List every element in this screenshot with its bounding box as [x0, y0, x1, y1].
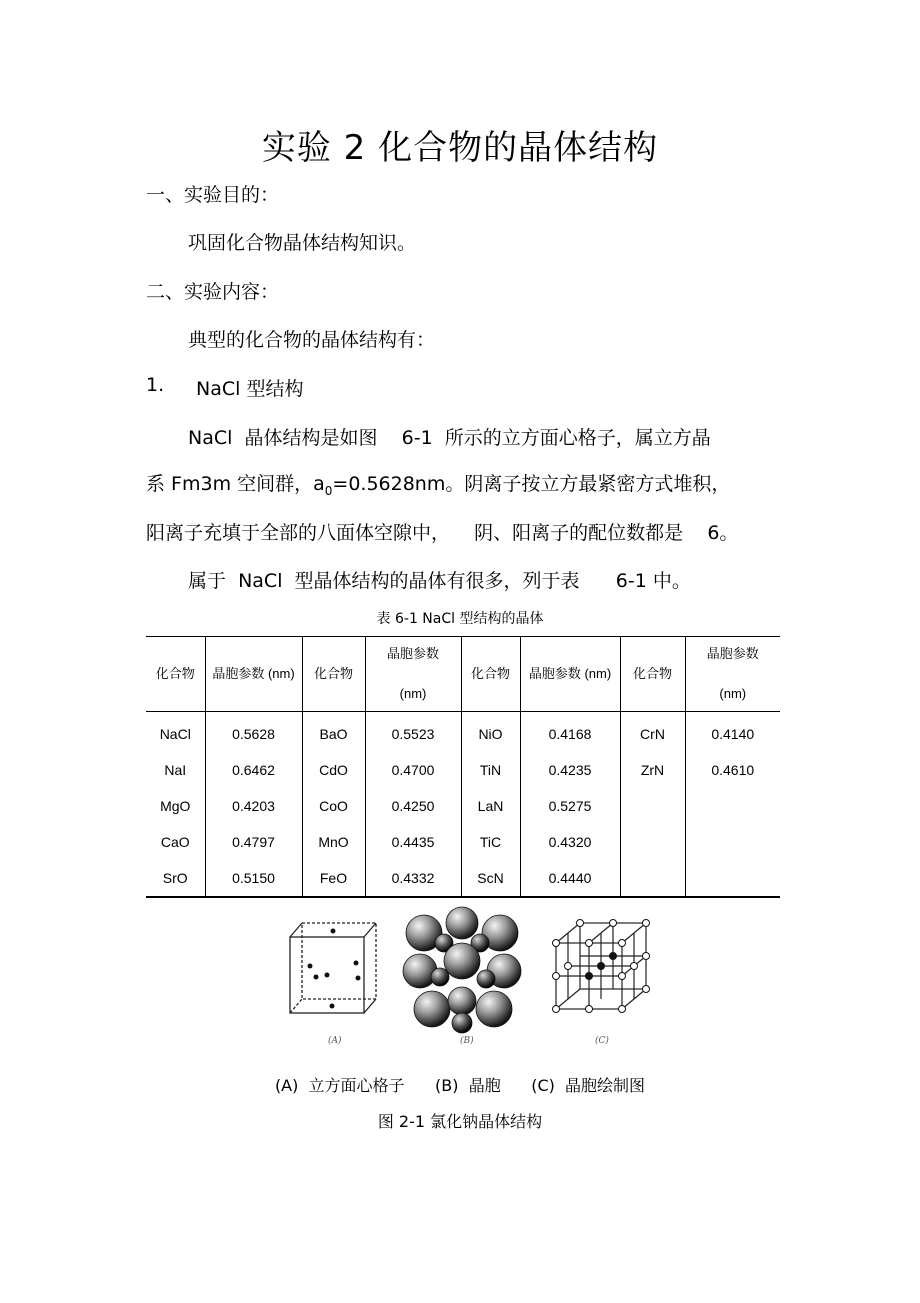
paragraph-line-3: 阳离子充填于全部的八面体空隙中， 阴、阳离子的配位数都是 6。 — [146, 522, 739, 544]
table-row — [146, 712, 780, 753]
item-title: NaCl 型结构 — [196, 378, 304, 400]
table-cell: CaO — [160, 834, 190, 850]
table-cell: 0.4332 — [365, 860, 461, 897]
table-cell: FeO — [302, 860, 365, 897]
table-cell: TiN — [461, 752, 520, 788]
table-cell: 0.4168 — [520, 712, 620, 753]
table-row — [146, 752, 780, 788]
table-cell: CoO — [302, 788, 365, 824]
table-cell: 0.4203 — [205, 788, 302, 824]
table-cell: 0.4235 — [520, 752, 620, 788]
table-cell: 0.4700 — [365, 752, 461, 788]
table-cell: SrO — [146, 860, 205, 897]
table-cell: ZrN — [620, 752, 685, 788]
table-cell — [620, 824, 685, 860]
table-cell — [685, 860, 780, 897]
header-compound: 化合物 — [146, 637, 205, 712]
paragraph-line-4: 属于 NaCl 型晶体结构的晶体有很多，列于表 6-1 中。 — [188, 570, 691, 592]
table-cell: 0.5628 — [205, 712, 302, 753]
figure-caption: 图 2-1 氯化钠晶体结构 — [377, 1112, 543, 1131]
header-cell-param: 晶胞参数 (nm) — [205, 637, 302, 712]
table-cell: NaI — [164, 762, 187, 778]
panel-label-b: (B) — [460, 1036, 474, 1046]
table-row — [146, 824, 780, 860]
subscript-zero: 0 — [324, 483, 333, 498]
content-intro: 典型的化合物的晶体结构有： — [188, 329, 436, 351]
paragraph-line-2 — [146, 469, 730, 498]
table-cell — [685, 788, 780, 824]
table-cell: 0.4440 — [520, 860, 620, 897]
table-cell — [620, 860, 685, 897]
table-cell: MnO — [302, 824, 365, 860]
table-cell: NaCl — [159, 726, 191, 742]
header-cell-param: 晶胞参数 (nm) — [685, 637, 780, 712]
paragraph-line-1: NaCl 晶体结构是如图 6-1 所示的立方面心格子，属立方晶 — [188, 427, 711, 449]
fcc-lattice-diagram — [280, 915, 385, 1030]
page-title: 实验 2 化合物的晶体结构 — [261, 128, 659, 168]
table-cell: TiC — [461, 824, 520, 860]
table-cell: MgO — [160, 798, 191, 814]
paragraph-line-2-end: =0.5628nm。阴离子按立方最紧密方式堆积， — [332, 473, 731, 495]
table-cell: NiO — [461, 712, 520, 753]
table-cell: 0.5523 — [365, 712, 461, 753]
table-cell — [620, 788, 685, 824]
header-cell-param: 晶胞参数 (nm) — [365, 637, 461, 712]
crystal-table — [146, 636, 780, 898]
table-cell: 0.5150 — [205, 860, 302, 897]
table-cell: LaN — [461, 788, 520, 824]
table-cell: 0.4320 — [520, 824, 620, 860]
table-cell: BaO — [302, 712, 365, 753]
purpose-text: 巩固化合物晶体结构知识。 — [188, 232, 417, 254]
table-cell: CdO — [302, 752, 365, 788]
table-row — [146, 860, 780, 897]
table-cell — [685, 824, 780, 860]
table-cell: 0.4250 — [365, 788, 461, 824]
table-header-row — [146, 637, 780, 712]
table-cell: 0.5275 — [520, 788, 620, 824]
table-cell: CrN — [620, 712, 685, 753]
paragraph-line-2-start: 系 Fm3m 空间群，a — [146, 473, 325, 495]
table-caption: 表 6-1 NaCl 型结构的晶体 — [376, 611, 544, 627]
panel-label-a: (A) — [328, 1036, 342, 1046]
section-heading-content: 二、实验内容： — [146, 281, 280, 303]
table-cell: 0.4797 — [205, 824, 302, 860]
section-heading-purpose: 一、实验目的： — [146, 184, 280, 206]
item-number: 1. — [146, 374, 165, 396]
sphere-packing-diagram — [400, 905, 526, 1035]
unit-cell-drawing — [550, 915, 655, 1030]
header-compound: 化合物 — [302, 637, 365, 712]
table-cell: 0.4140 — [685, 712, 780, 753]
table-cell: ScN — [461, 860, 520, 897]
table-cell: 0.6462 — [205, 752, 302, 788]
figure-subcaption: (A) 立方面心格子 (B) 晶胞 (C) 晶胞绘制图 — [274, 1076, 646, 1095]
table-row — [146, 788, 780, 824]
header-compound: 化合物 — [620, 637, 685, 712]
table-cell: 0.4435 — [365, 824, 461, 860]
table-cell: 0.4610 — [685, 752, 780, 788]
panel-label-c: (C) — [595, 1036, 609, 1046]
header-cell-param: 晶胞参数 (nm) — [520, 637, 620, 712]
header-compound: 化合物 — [461, 637, 520, 712]
